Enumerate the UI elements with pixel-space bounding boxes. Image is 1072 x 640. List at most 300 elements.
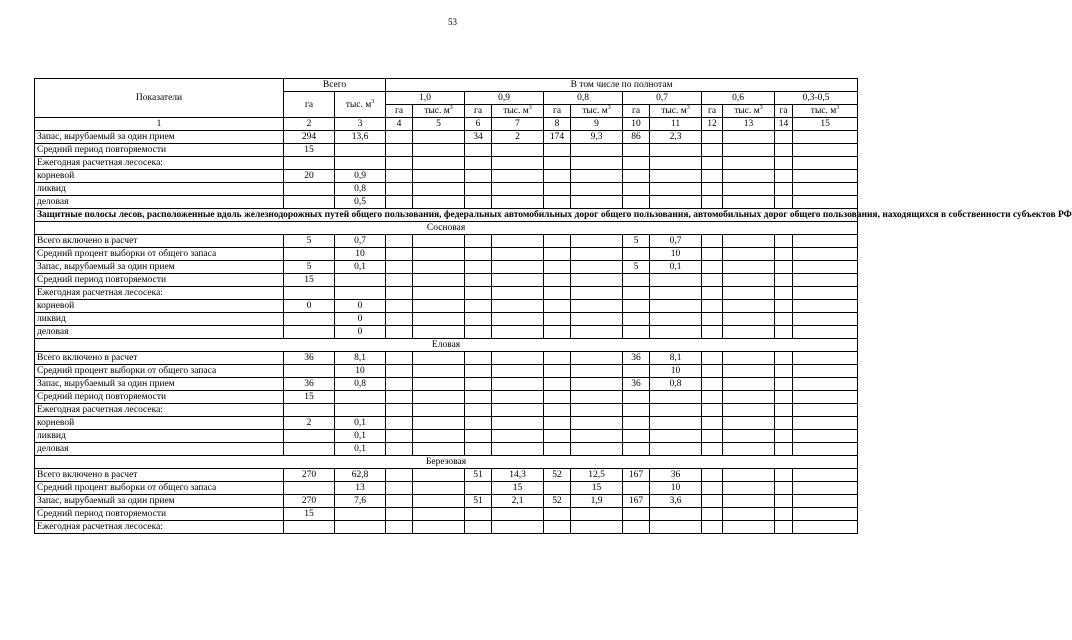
table-cell (465, 404, 492, 417)
table-cell (723, 391, 775, 404)
table-cell: 62,8 (335, 469, 386, 482)
table-cell (650, 287, 702, 300)
table-cell (702, 521, 723, 534)
table-cell (723, 365, 775, 378)
table-cell (544, 196, 571, 209)
table-cell (775, 287, 793, 300)
table-cell (723, 430, 775, 443)
table-cell: 36 (623, 352, 650, 365)
table-cell (335, 287, 386, 300)
sub-ga: га (386, 105, 413, 118)
row-label: Средний период повторяемости (35, 144, 284, 157)
column-number: 2 (284, 118, 335, 131)
table-row (35, 248, 858, 261)
column-number: 12 (702, 118, 723, 131)
table-row (35, 365, 858, 378)
table-cell: 15 (492, 482, 544, 495)
section-title: Защитные полосы лесов, расположенные вдоль железнодорожных путей общего пользования, федеральных автомобильных дорог общего пользования, автомобильных дорог общего пользования, находящихся в собственности субъектов РФ (35, 209, 858, 222)
column-number: 15 (793, 118, 858, 131)
table-cell (793, 313, 858, 326)
table-row (35, 183, 858, 196)
table-cell (386, 352, 413, 365)
table-cell (492, 443, 544, 456)
table-cell: 5 (623, 235, 650, 248)
table-cell (571, 430, 623, 443)
table-cell (702, 508, 723, 521)
density-label: 0,7 (623, 92, 702, 105)
table-cell (492, 508, 544, 521)
table-cell (702, 352, 723, 365)
table-cell (775, 378, 793, 391)
table-cell (335, 157, 386, 170)
row-label: Средний период повторяемости (35, 508, 284, 521)
table-cell (723, 183, 775, 196)
table-cell (465, 430, 492, 443)
table-cell (386, 144, 413, 157)
table-cell (413, 352, 465, 365)
table-cell (335, 391, 386, 404)
table-cell (284, 157, 335, 170)
table-cell (571, 521, 623, 534)
table-cell: 270 (284, 469, 335, 482)
table-cell (571, 417, 623, 430)
table-cell: 294 (284, 131, 335, 144)
row-label: корневой (35, 300, 284, 313)
table-cell (492, 378, 544, 391)
table-cell (544, 508, 571, 521)
table-cell (775, 521, 793, 534)
table-cell (793, 274, 858, 287)
table-cell (623, 274, 650, 287)
table-cell (413, 235, 465, 248)
table-cell (623, 248, 650, 261)
column-number: 7 (492, 118, 544, 131)
table-cell (335, 144, 386, 157)
row-label: Средний период повторяемости (35, 391, 284, 404)
table-cell (284, 521, 335, 534)
table-cell (413, 144, 465, 157)
table-cell (793, 417, 858, 430)
table-cell (775, 300, 793, 313)
table-cell (544, 417, 571, 430)
table-cell (413, 378, 465, 391)
table-cell (413, 300, 465, 313)
table-cell (544, 235, 571, 248)
table-cell (465, 365, 492, 378)
table-cell (623, 326, 650, 339)
table-cell (492, 313, 544, 326)
table-cell: 5 (623, 261, 650, 274)
table-cell (775, 248, 793, 261)
table-cell (775, 131, 793, 144)
table-cell (723, 352, 775, 365)
table-cell (544, 430, 571, 443)
table-cell: 0 (335, 313, 386, 326)
species-header-row (35, 456, 858, 469)
table-cell (492, 196, 544, 209)
table-cell (775, 144, 793, 157)
table-cell (386, 248, 413, 261)
table-cell (723, 287, 775, 300)
table-cell: 0,5 (335, 196, 386, 209)
table-cell: 270 (284, 495, 335, 508)
table-cell (284, 326, 335, 339)
sub-ths: тыс. $м^3$ (650, 105, 702, 118)
species-header-row (35, 222, 858, 235)
table-cell: 36 (650, 469, 702, 482)
table-cell (571, 443, 623, 456)
table-row (35, 404, 858, 417)
table-cell (492, 430, 544, 443)
table-cell (723, 326, 775, 339)
table-cell: 52 (544, 469, 571, 482)
table-cell: 8,1 (335, 352, 386, 365)
table-cell (386, 157, 413, 170)
table-row (35, 157, 858, 170)
table-cell (386, 378, 413, 391)
table-cell (775, 313, 793, 326)
table-cell (702, 261, 723, 274)
species-header-row (35, 339, 858, 352)
table-cell: 7,6 (335, 495, 386, 508)
table-cell (775, 261, 793, 274)
table-cell (793, 391, 858, 404)
table-cell (702, 274, 723, 287)
table-row (35, 417, 858, 430)
table-cell (571, 287, 623, 300)
table-cell (386, 274, 413, 287)
table-cell (465, 274, 492, 287)
table-cell (702, 404, 723, 417)
table-cell (386, 131, 413, 144)
table-cell (284, 365, 335, 378)
table-cell (492, 287, 544, 300)
table-row (35, 495, 858, 508)
table-cell (335, 521, 386, 534)
table-row (35, 170, 858, 183)
table-cell (571, 378, 623, 391)
table-cell: 20 (284, 170, 335, 183)
table-cell (335, 508, 386, 521)
table-cell (386, 183, 413, 196)
table-cell (413, 183, 465, 196)
table-cell (793, 508, 858, 521)
table-cell (623, 170, 650, 183)
table-cell (723, 313, 775, 326)
table-cell: 10 (650, 482, 702, 495)
table-cell (413, 508, 465, 521)
table-cell (492, 417, 544, 430)
table-cell (413, 430, 465, 443)
table-cell (723, 131, 775, 144)
table-cell (386, 417, 413, 430)
table-cell (544, 391, 571, 404)
table-cell (284, 443, 335, 456)
table-cell (702, 482, 723, 495)
table-cell (723, 495, 775, 508)
table-cell (623, 365, 650, 378)
density-label: 0,6 (702, 92, 775, 105)
table-cell (723, 157, 775, 170)
table-cell (775, 170, 793, 183)
table-cell (623, 287, 650, 300)
header-incl-by-density: В том числе по полнотам (386, 79, 858, 92)
table-cell: 3,6 (650, 495, 702, 508)
table-cell (623, 157, 650, 170)
table-row (35, 326, 858, 339)
table-cell (386, 235, 413, 248)
sub-ga: га (465, 105, 492, 118)
forest-cutting-table (34, 78, 1072, 534)
sub-ga: га (775, 105, 793, 118)
table-cell (465, 235, 492, 248)
table-cell (492, 352, 544, 365)
table-cell (650, 157, 702, 170)
table-cell (465, 183, 492, 196)
sub-ga: га (623, 105, 650, 118)
table-cell: 15 (571, 482, 623, 495)
table-cell (702, 170, 723, 183)
table-cell (284, 482, 335, 495)
row-label: ликвид (35, 183, 284, 196)
table-cell (723, 378, 775, 391)
table-cell (571, 313, 623, 326)
table-cell (775, 443, 793, 456)
table-cell: 0,1 (335, 443, 386, 456)
table-cell (571, 300, 623, 313)
table-cell (413, 157, 465, 170)
table-cell (723, 196, 775, 209)
table-row (35, 196, 858, 209)
table-cell: 14,3 (492, 469, 544, 482)
table-cell (386, 196, 413, 209)
table-row (35, 235, 858, 248)
table-cell: 0,1 (335, 430, 386, 443)
table-cell (571, 157, 623, 170)
table-row (35, 469, 858, 482)
table-cell (465, 443, 492, 456)
table-cell (465, 352, 492, 365)
table-cell (702, 313, 723, 326)
table-cell: 15 (284, 144, 335, 157)
table-row (35, 352, 858, 365)
table-cell (702, 196, 723, 209)
table-cell (650, 170, 702, 183)
table-cell: 0 (284, 300, 335, 313)
table-cell (413, 287, 465, 300)
table-cell (284, 287, 335, 300)
table-cell (702, 365, 723, 378)
table-cell (386, 521, 413, 534)
table-cell (413, 417, 465, 430)
table-cell (650, 183, 702, 196)
table-cell (723, 170, 775, 183)
sub-ths: тыс. $м^3$ (492, 105, 544, 118)
column-number: 4 (386, 118, 413, 131)
table-cell (723, 482, 775, 495)
table-cell: 2,3 (650, 131, 702, 144)
table-cell (544, 248, 571, 261)
column-number-row (35, 118, 858, 131)
table-row (35, 287, 858, 300)
table-cell: 0,9 (335, 170, 386, 183)
table-cell (702, 495, 723, 508)
table-cell (623, 404, 650, 417)
row-label: Средний процент выборки от общего запаса (35, 248, 284, 261)
table-cell (465, 417, 492, 430)
table-cell (571, 235, 623, 248)
table-row (35, 430, 858, 443)
table-cell (775, 196, 793, 209)
table-cell: 12,5 (571, 469, 623, 482)
sub-ths: тыс. $м^3$ (413, 105, 465, 118)
table-cell (544, 352, 571, 365)
table-cell (702, 157, 723, 170)
table-cell (793, 378, 858, 391)
table-cell (284, 313, 335, 326)
sub-ths: тыс. $м^3$ (723, 105, 775, 118)
table-cell: 0,8 (335, 378, 386, 391)
table-cell: 5 (284, 261, 335, 274)
table-cell (465, 144, 492, 157)
table-cell (335, 404, 386, 417)
table-cell (284, 196, 335, 209)
table-cell: 0,1 (335, 261, 386, 274)
table-cell (702, 248, 723, 261)
table-row (35, 261, 858, 274)
table-cell (723, 248, 775, 261)
table-cell (544, 443, 571, 456)
table-cell: 10 (335, 248, 386, 261)
table-cell (702, 326, 723, 339)
table-cell: 0,1 (335, 417, 386, 430)
row-label: Запас, вырубаемый за один прием (35, 378, 284, 391)
table-cell (386, 170, 413, 183)
table-cell (544, 521, 571, 534)
table-cell (571, 404, 623, 417)
table-cell (775, 417, 793, 430)
table-cell: 86 (623, 131, 650, 144)
table-cell (775, 430, 793, 443)
table-cell (492, 404, 544, 417)
table-cell (492, 157, 544, 170)
table-cell: 13,6 (335, 131, 386, 144)
header-total: Всего (284, 79, 386, 92)
table-cell (413, 313, 465, 326)
table-cell: 167 (623, 495, 650, 508)
table-cell (623, 196, 650, 209)
table-cell (571, 170, 623, 183)
table-cell (284, 404, 335, 417)
table-cell (793, 170, 858, 183)
table-cell (723, 521, 775, 534)
column-number: 11 (650, 118, 702, 131)
row-label: Всего включено в расчет (35, 352, 284, 365)
table-cell (723, 469, 775, 482)
table-cell (650, 391, 702, 404)
table-cell (793, 144, 858, 157)
table-cell (571, 352, 623, 365)
table-cell (571, 248, 623, 261)
table-cell: 0,1 (650, 261, 702, 274)
table-cell (723, 144, 775, 157)
table-cell (793, 469, 858, 482)
table-cell: 13 (335, 482, 386, 495)
table-cell (465, 248, 492, 261)
column-number: 6 (465, 118, 492, 131)
table-cell (544, 183, 571, 196)
table-cell (775, 469, 793, 482)
table-cell (544, 144, 571, 157)
table-row (35, 131, 858, 144)
table-row (35, 300, 858, 313)
column-number: 3 (335, 118, 386, 131)
row-label: ликвид (35, 430, 284, 443)
row-label: Средний период повторяемости (35, 274, 284, 287)
table-cell: 15 (284, 508, 335, 521)
table-cell (623, 417, 650, 430)
column-number: 5 (413, 118, 465, 131)
table-cell (413, 326, 465, 339)
table-cell (386, 365, 413, 378)
row-label: Всего включено в расчет (35, 469, 284, 482)
table-cell (723, 261, 775, 274)
table-cell (465, 326, 492, 339)
table-cell (571, 261, 623, 274)
table-cell (492, 326, 544, 339)
table-cell (723, 508, 775, 521)
table-row (35, 391, 858, 404)
table-cell (413, 196, 465, 209)
table-cell (386, 404, 413, 417)
table-cell: 36 (284, 378, 335, 391)
table-cell (386, 261, 413, 274)
table-cell (793, 352, 858, 365)
table-cell: 15 (284, 274, 335, 287)
table-cell (413, 170, 465, 183)
table-row (35, 521, 858, 534)
table-cell (650, 508, 702, 521)
table-cell (793, 157, 858, 170)
table-cell (492, 248, 544, 261)
table-cell (571, 508, 623, 521)
table-cell (413, 131, 465, 144)
table-cell (571, 183, 623, 196)
table-cell (793, 404, 858, 417)
row-label: Ежегодная расчетная лесосека: (35, 521, 284, 534)
row-label: Ежегодная расчетная лесосека: (35, 287, 284, 300)
table-cell (793, 365, 858, 378)
table-cell (775, 508, 793, 521)
table-cell (465, 378, 492, 391)
table-cell (775, 326, 793, 339)
table-cell (465, 261, 492, 274)
table-cell: 0,8 (650, 378, 702, 391)
table-cell (492, 274, 544, 287)
table-cell (413, 495, 465, 508)
sub-ths: тыс. $м^3$ (793, 105, 858, 118)
table-cell: 2 (492, 131, 544, 144)
table-cell (284, 248, 335, 261)
table-cell: 5 (284, 235, 335, 248)
page-number: 53 (448, 17, 457, 27)
table-cell: 52 (544, 495, 571, 508)
table-cell (775, 391, 793, 404)
density-label: 0,8 (544, 92, 623, 105)
table-cell: 10 (335, 365, 386, 378)
column-number: 14 (775, 118, 793, 131)
species-name: Березовая (35, 456, 858, 469)
